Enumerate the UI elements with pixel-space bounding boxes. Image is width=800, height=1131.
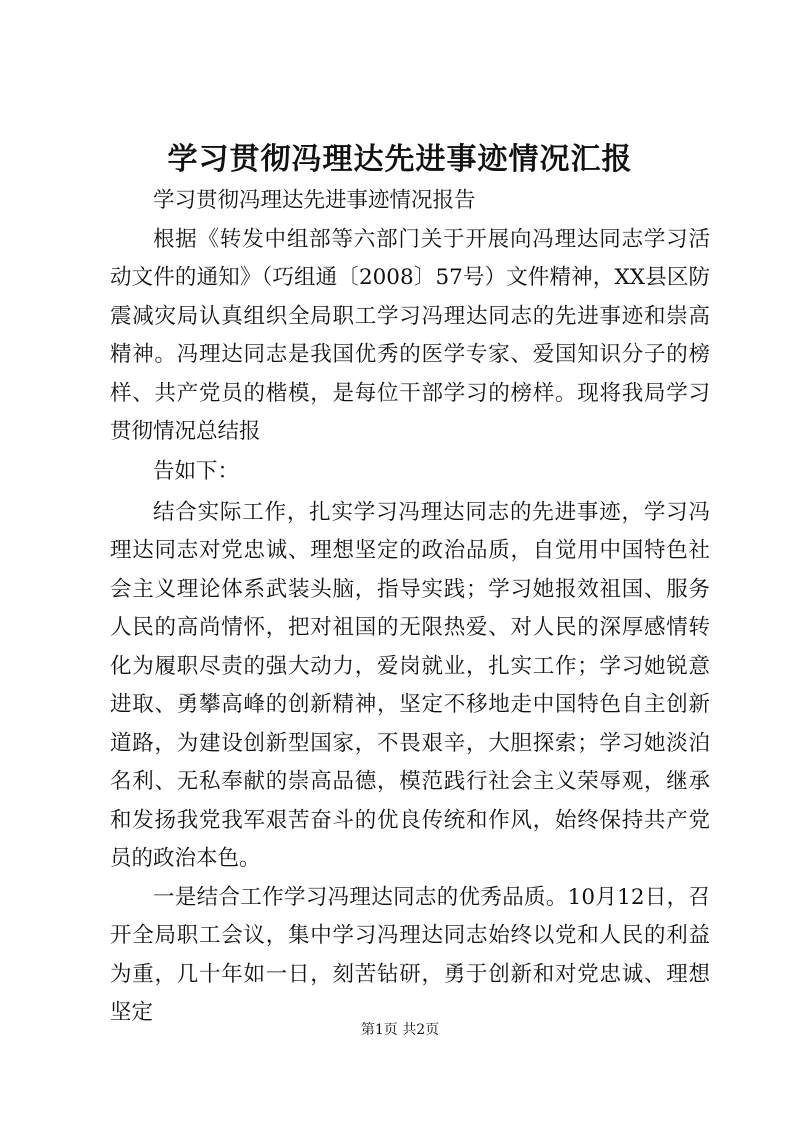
paragraph-study-content: 结合实际工作，扎实学习冯理达同志的先进事迹，学习冯理达同志对党忠诚、理想坚定的政治品质，自觉用中国特色社会主义理论体系武装头脑，指导实践；学习她报效祖国、服务人民的高尚情怀，把对祖国的无限热爱、对人民的深厚感情转化为履职尽责的强大动力，爱岗就业，扎实工作；学习她锐意进取、勇攀高峰的创新精神，坚定不移地走中国特色自主创新道路，为建设创新型国家，不畏艰辛，大胆探索；学习她淡泊名利、无私奉献的崇高品德，模范践行社会主义荣辱观，继承和发扬我党我军艰苦奋斗的优良传统和作风，始终保持共产党员的政治本色。 bbox=[110, 499, 710, 872]
paragraph-item-one: 一是结合工作学习冯理达同志的优秀品质。10月12日，召开全局职工会议，集中学习冯理达同志始终以党和人民的利益为重，几十年如一日，刻苦钻研，勇于创新和对党忠诚、理想坚定 bbox=[110, 884, 710, 1026]
paragraph-intro: 根据《转发中组部等六部门关于开展向冯理达同志学习活动文件的通知》（巧组通〔2008〕57号）文件精神，XX县区防震减灾局认真组织全局职工学习冯理达同志的先进事迹和崇高精神。冯理达同志是我国优秀的医学专家、爱国知识分子的榜样、共产党员的楷模，是每位干部学习的榜样。现将我局学习贯彻情况总结报 bbox=[110, 226, 710, 444]
document-title: 学习贯彻冯理达先进事迹情况汇报 bbox=[167, 142, 633, 177]
page-footer: 第1页 共2页 bbox=[360, 1022, 440, 1038]
paragraph-continuation: 告如下： bbox=[153, 459, 240, 485]
document-body bbox=[110, 182, 710, 1033]
paragraph-subtitle: 学习贯彻冯理达先进事迹情况报告 bbox=[153, 188, 476, 213]
